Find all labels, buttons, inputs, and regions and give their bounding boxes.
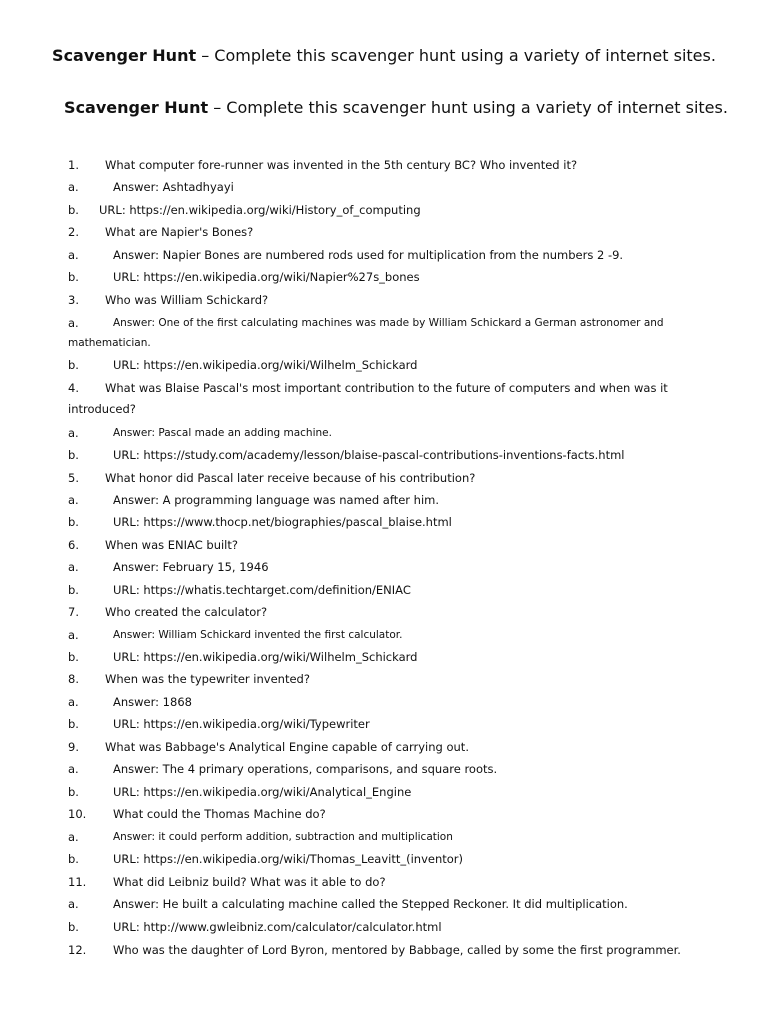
question-text: Who was the daughter of Lord Byron, mentored by Babbage, called by some the first programmer. — [113, 943, 681, 957]
list-marker: b. — [68, 358, 79, 372]
list-marker: b. — [68, 785, 79, 799]
question-text: Who was William Schickard? — [105, 293, 269, 307]
list-marker: 12. — [68, 943, 87, 957]
list-marker: b. — [68, 270, 79, 284]
page-heading-1 — [0, 46, 768, 65]
list-marker: a. — [68, 180, 79, 194]
question-text: What could the Thomas Machine do? — [113, 807, 326, 821]
list-marker: b. — [68, 650, 79, 664]
list-marker: a. — [68, 560, 79, 574]
heading-rest: – Complete this scavenger hunt using a variety of internet sites. — [208, 98, 728, 117]
answer-text: Answer: 1868 — [113, 695, 192, 709]
url-text: URL: https://en.wikipedia.org/wiki/History_of_computing — [99, 203, 421, 217]
question-text: What was Blaise Pascal's most important contribution to the future of computers and when was it — [105, 381, 668, 395]
heading-bold: Scavenger Hunt — [64, 98, 209, 117]
url-text: URL: https://en.wikipedia.org/wiki/Typewriter — [113, 717, 370, 731]
url-text: URL: https://whatis.techtarget.com/definition/ENIAC — [113, 583, 411, 597]
list-marker: a. — [68, 426, 79, 440]
list-marker: 10. — [68, 807, 87, 821]
question-text: When was ENIAC built? — [105, 538, 238, 552]
answer-text: mathematician. — [68, 337, 151, 349]
list-marker: b. — [68, 448, 79, 462]
url-text: URL: https://en.wikipedia.org/wiki/Thomas_Leavitt_(inventor) — [113, 852, 464, 866]
answer-text: Answer: The 4 primary operations, comparisons, and square roots. — [113, 762, 498, 776]
list-marker: 7. — [68, 605, 79, 619]
list-marker: 3. — [68, 293, 79, 307]
list-marker: 5. — [68, 471, 79, 485]
list-marker: b. — [68, 203, 79, 217]
question-text: What computer fore-runner was invented in the 5th century BC? Who invented it? — [105, 158, 578, 172]
question-text: What did Leibniz build? What was it able to do? — [113, 875, 386, 889]
list-marker: 11. — [68, 875, 87, 889]
list-marker: a. — [68, 695, 79, 709]
list-marker: a. — [68, 897, 79, 911]
url-text: URL: https://www.thocp.net/biographies/pascal_blaise.html — [113, 515, 452, 529]
answer-text: Answer: it could perform addition, subtraction and multiplication — [113, 831, 453, 843]
list-marker: b. — [68, 852, 79, 866]
list-marker: b. — [68, 583, 79, 597]
list-marker: a. — [68, 830, 79, 844]
list-marker: a. — [68, 316, 79, 330]
question-text: When was the typewriter invented? — [105, 672, 310, 686]
heading-bold: Scavenger Hunt — [52, 46, 197, 65]
list-marker: a. — [68, 248, 79, 262]
answer-text: Answer: William Schickard invented the first calculator. — [113, 629, 403, 641]
heading-rest: – Complete this scavenger hunt using a variety of internet sites. — [196, 46, 716, 65]
answer-text: Answer: One of the first calculating machines was made by William Schickard a German astronomer and — [113, 317, 664, 329]
url-text: URL: https://study.com/academy/lesson/blaise-pascal-contributions-inventions-facts.html — [113, 448, 625, 462]
list-marker: 4. — [68, 381, 79, 395]
list-marker: b. — [68, 920, 79, 934]
url-text: URL: http://www.gwleibniz.com/calculator/calculator.html — [113, 920, 442, 934]
list-marker: 2. — [68, 225, 79, 239]
question-text: What are Napier's Bones? — [105, 225, 254, 239]
list-marker: a. — [68, 628, 79, 642]
list-marker: 8. — [68, 672, 79, 686]
list-marker: 6. — [68, 538, 79, 552]
list-marker: 1. — [68, 158, 79, 172]
url-text: URL: https://en.wikipedia.org/wiki/Analytical_Engine — [113, 785, 412, 799]
url-text: URL: https://en.wikipedia.org/wiki/Wilhelm_Schickard — [113, 650, 418, 664]
list-marker: 9. — [68, 740, 79, 754]
answer-text: Answer: February 15, 1946 — [113, 560, 269, 574]
question-text: Who created the calculator? — [105, 605, 268, 619]
question-text: What was Babbage's Analytical Engine capable of carrying out. — [105, 740, 469, 754]
answer-text: introduced? — [68, 402, 136, 416]
answer-text: Answer: A programming language was named after him. — [113, 493, 440, 507]
answer-text: Answer: He built a calculating machine called the Stepped Reckoner. It did multiplication. — [113, 897, 628, 911]
answer-text: Answer: Pascal made an adding machine. — [113, 427, 332, 439]
answer-text: Answer: Napier Bones are numbered rods used for multiplication from the numbers 2 -9. — [113, 248, 624, 262]
url-text: URL: https://en.wikipedia.org/wiki/Wilhelm_Schickard — [113, 358, 418, 372]
question-text: What honor did Pascal later receive because of his contribution? — [105, 471, 476, 485]
url-text: URL: https://en.wikipedia.org/wiki/Napier%27s_bones — [113, 270, 420, 284]
list-marker: b. — [68, 717, 79, 731]
page-heading-2 — [12, 98, 768, 117]
answer-text: Answer: Ashtadhyayi — [113, 180, 234, 194]
list-marker: a. — [68, 493, 79, 507]
list-marker: a. — [68, 762, 79, 776]
list-marker: b. — [68, 515, 79, 529]
